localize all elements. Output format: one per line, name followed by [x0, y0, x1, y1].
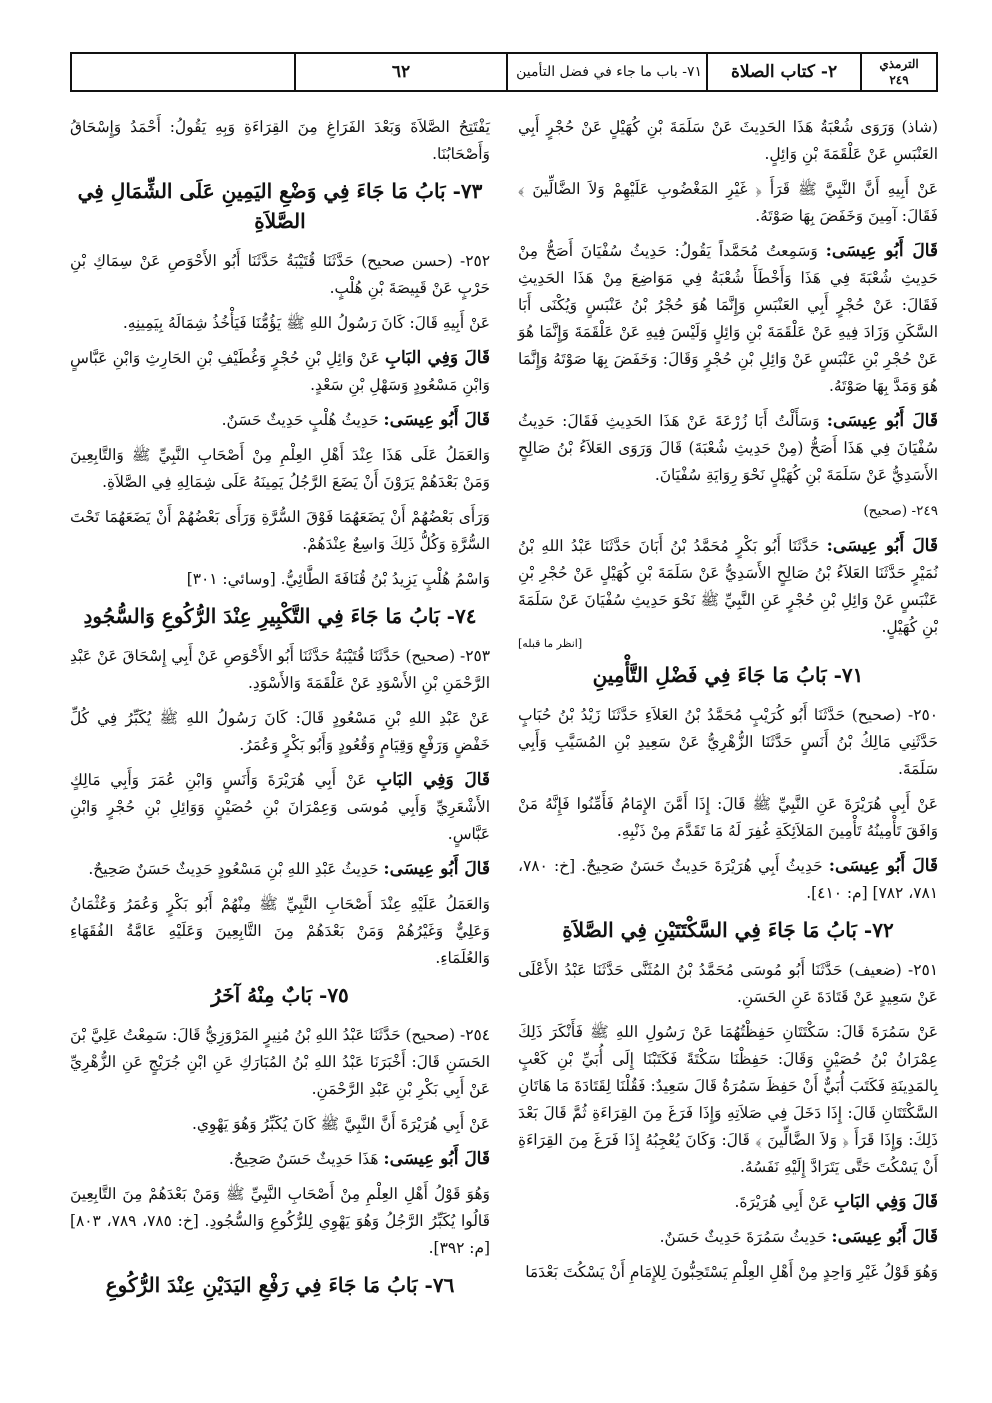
paragraph: عَنْ عَبْدِ اللهِ بْنِ مَسْعُودٍ قَالَ: كَانَ رَسُولُ اللهِ ﷺ يُكَبِّرُ فِي كُلِّ خَفْضٍ وَرَفْعٍ وَقِيَامٍ وَقُعُودٍ وَأَبُو بَكْرٍ وَعُمَرُ. — [70, 709, 490, 754]
paragraph — [70, 1146, 490, 1173]
paragraph-lead: قَالَ أَبُو عِيسَى: — [383, 859, 490, 879]
paragraph-body: وَسَمِعتُ مُحَمَّداً يَقُولُ: حَدِيثُ سُفْيَانَ أَصَحُّ مِنْ حَدِيثِ شُعْبَةَ فِي هَذَا وَأَخْطَأَ شُعْبَةُ فِي مَوَاضِعَ مِنْ هَذَا الحَدِيثِ فَقَالَ: عَنْ حُجْرٍ أَبِي العَنْبَسِ وَإِنَّمَا هُوَ حُجْرُ بْنُ عَنْبَسٍ وَيُكْنَى أَبَا السَّكَنِ وَزَادَ فِيهِ عَنْ عَلْقَمَةَ بْنِ وَائِلٍ وَلَيْسَ فِيهِ عَنْ عَلْقَمَةَ وَإِنَّمَا هُوَ عَنْ حُجْرِ بْنِ عَنْبَسٍ عَنْ وَائِلِ بْنِ حُجْرٍ وَقَالَ: وَخَفَضَ بِهَا صَوْتَهُ وَإِنَّمَا هُوَ وَمَدَّ بِهَا صَوْتَهُ. — [518, 242, 938, 395]
paragraph — [518, 1189, 938, 1216]
page — [70, 52, 938, 1372]
paragraph-body: حَدَّثَنَا أَبُو بَكْرٍ مُحَمَّدُ بْنُ أَبَانَ حَدَّثَنَا عَبْدُ اللهِ بْنُ نُمَيْرٍ حَدَّثَنَا العَلاَءُ بْنُ صَالِحٍ الأَسَدِيُّ عَنْ سَلَمَةَ بْنِ كُهَيْلٍ عَنْ حُجْرِ بْنِ عَنْبَسٍ عَنْ وَائِلِ بْنِ حُجْرٍ عَنِ النَّبِيِّ ﷺ نَحْوَ حَدِيثِ سُفْيَانَ عَنْ سَلَمَةَ بْنِ كُهَيْلٍ. — [518, 537, 938, 636]
paragraph-lead: قَالَ أَبُو عِيسَى: — [825, 241, 939, 261]
paragraph — [70, 767, 490, 848]
paragraph-lead: قَالَ أَبُو عِيسَى: — [383, 1149, 490, 1169]
paragraph-lead: قَالَ وَفِي البَابِ — [385, 348, 490, 368]
paragraph-body: حَدِيثُ سَمُرَةَ حَدِيثٌ حَسَنٌ. — [659, 1228, 832, 1246]
paragraph: وَاسْمُ هُلْبٍ يَزِيدُ بْنُ قُنَافَةَ الطَّائِيُّ. [وسائي: ٣٠١] — [186, 570, 490, 588]
paragraph: وَرَأَى بَعْضُهُمْ أَنْ يَضَعَهُمَا فَوْقَ السُّرَّةِ وَرَأَى بَعْضُهُمْ أَنْ يَضَعَهُمَا تَحْتَ السُّرَّةِ وَكُلُّ ذَلِكَ وَاسِعٌ عِنْدَهُمْ. — [70, 508, 490, 553]
page-number: ٦٢ — [294, 54, 506, 90]
chapter-heading: ٧٢- بَابُ مَا جَاءَ فِي السَّكْتَتَيْنِ فِي الصَّلاَةِ — [562, 918, 894, 942]
paragraph: وَهُوَ قَوْلُ غَيْرِ وَاحِدٍ مِنْ أَهْلِ العِلْمِ يَسْتَحِبُّونَ لِلإِمَامِ أَنْ يَسْكُتَ بَعْدَمَا — [525, 1263, 938, 1281]
paragraph-body: وَسَأَلْتُ أَبَا زُرْعَةَ عَنْ هَذَا الحَدِيثِ فَقَالَ: حَدِيثُ سُفْيَانَ فِي هَذَا أَصَحُّ (مِنْ حَدِيثِ شُعْبَةَ) قَالَ وَرَوَى العَلاَءُ بْنُ صَالِحٍ الأَسَدِيُّ عَنْ سَلَمَةَ بْنِ كُهَيْلٍ نَحْوَ رِوَايَةِ سُفْيَانَ. — [518, 412, 938, 484]
paragraph-lead: قَالَ وَفِي البَابِ — [376, 770, 491, 790]
paragraph — [518, 533, 938, 641]
paragraph-lead: قَالَ وَفِي البَابِ — [833, 1192, 938, 1212]
paragraph: عَنْ أَبِي هُرَيْرَةَ عَنِ النَّبِيِّ ﷺ قَالَ: إِذَا أَمَّنَ الإِمَامُ فَأَمِّنُوا فَإِنَّهُ مَنْ وَافَقَ تَأْمِينُهُ تَأْمِينَ المَلاَئِكَةِ غُفِرَ لَهُ مَا تَقَدَّمَ مِنْ ذَنْبِهِ. — [518, 795, 938, 840]
paragraph-lead: قَالَ أَبُو عِيسَى: — [826, 411, 938, 431]
paragraph: عَنْ سَمُرَةَ قَالَ: سَكْتَتَانِ حَفِظْتُهُمَا عَنْ رَسُولِ اللهِ ﷺ فَأَنْكَرَ ذَلِكَ عِمْرَانُ بْنُ حُصَيْنٍ وَقَالَ: حَفِظْنَا سَكْتَةً فَكَتَبْنَا إِلَى أُبَيِّ بْنِ كَعْبٍ بِالمَدِينَةِ فَكَتَبَ أُبَيٌّ أَنْ حَفِظَ سَمُرَةُ قَالَ سَعِيدٌ: فَقُلْنَا لِقَتَادَةَ مَا هَاتَانِ السَّكْتَتَانِ قَالَ: إِذَا دَخَلَ فِي صَلاَتِهِ وَإِذَا فَرَغَ مِنَ القِرَاءَةِ ثُمَّ قَالَ بَعْدَ ذَلِكَ: وَإِذَا قَرَأَ ﴿ وَلاَ الضَّالِّينَ ﴾ قَالَ: وَكَانَ يُعْجِبُهُ إِذَا فَرَغَ مِنَ القِرَاءَةِ أَنْ يَسْكُتَ حَتَّى يَتَرَادَّ إِلَيْهِ نَفَسُهُ. — [518, 1023, 938, 1176]
paragraph: وَهُوَ قَوْلُ أَهْلِ العِلْمِ مِنْ أَصْحَابِ النَّبِيِّ ﷺ وَمَنْ بَعْدَهُمْ مِنَ التَّابِعِينَ قَالُوا يُكَبِّرُ الرَّجُلُ وَهُوَ يَهْوِي لِلرُّكُوعِ وَالسُّجُودِ. [خ: ٧٨٥، ٧٨٩، ٨٠٣] [م: ٣٩٢]. — [70, 1185, 490, 1257]
chapter-heading: ٧١- بَابُ مَا جَاءَ فِي فَضْلِ التَّأْمِينِ — [592, 663, 864, 687]
paragraph-lead: قَالَ أَبُو عِيسَى: — [826, 536, 938, 556]
paragraph: عَنْ أَبِيهِ قَالَ: كَانَ رَسُولُ اللهِ ﷺ يَؤُمُّنَا فَيَأْخُذُ شِمَالَهُ بِيَمِينِهِ. — [122, 314, 490, 332]
bab-title: ٧١- باب ما جاء في فضل التأمين — [506, 54, 706, 90]
source-number: ٢٤٩ — [889, 73, 909, 87]
source-name: الترمذي — [879, 57, 919, 71]
paragraph — [518, 853, 938, 907]
paragraph — [70, 345, 490, 399]
source-cell — [860, 54, 936, 90]
paragraph-body: حَدِيثُ أَبِي هُرَيْرَةَ حَدِيثٌ حَسَنٌ صَحِيحٌ. [خ: ٧٨٠، ٧٨١، ٧٨٢] [م: ٤١٠]. — [518, 857, 938, 902]
paragraph: ٢٥٢- (حسن صحيح) حَدَّثَنَا قُتَيْبَةُ حَدَّثَنَا أَبُو الأَحْوَصِ عَنْ سِمَاكِ بْنِ حَرْبٍ عَنْ قَبِيصَةَ بْنِ هُلْبٍ. — [70, 252, 490, 297]
paragraph — [518, 408, 938, 489]
reference-note: [انظر ما قبله] — [518, 637, 583, 650]
paragraph-body: حَدِيثُ عَبْدِ اللهِ بْنِ مَسْعُودٍ حَدِيثٌ حَسَنٌ صَحِيحٌ. — [88, 860, 384, 878]
paragraph — [70, 407, 490, 434]
left-column — [70, 114, 490, 1312]
chapter-heading: ٧٥- بَابٌ مِنْهُ آخَرُ — [211, 983, 349, 1007]
paragraph: وَالعَمَلُ عَلَيْهِ عِنْدَ أَصْحَابِ النَّبِيِّ ﷺ مِنْهُمْ أَبُو بَكْرٍ وَعُمَرُ وَعُثْمَانُ وَعَلِيٌّ وَغَيْرُهُمْ وَمَنْ بَعْدَهُمْ مِنَ التَّابِعِينَ وَعَلَيْهِ عَامَّةُ الفُقَهَاءِ وَالعُلَمَاءِ. — [70, 895, 490, 967]
paragraph — [518, 238, 938, 400]
paragraph-body: عَنْ وَائِلِ بْنِ حُجْرٍ وَغُطَيْفِ بْنِ الحَارِثِ وَابْنِ عَبَّاسٍ وَابْنِ مَسْعُودٍ وَسَهْلِ بْنِ سَعْدٍ. — [70, 349, 490, 394]
paragraph: ٢٥١- (ضعيف) حَدَّثَنَا أَبُو مُوسَى مُحَمَّدُ بْنُ المُثَنَّى حَدَّثَنَا عَبْدُ الأَعْلَى عَنْ سَعِيدٍ عَنْ قَتَادَةَ عَنِ الحَسَنِ. — [518, 961, 938, 1006]
paragraph-lead: قَالَ أَبُو عِيسَى: — [828, 856, 938, 876]
paragraph — [70, 856, 490, 883]
hadith-number: ٢٤٩- (صحيح) — [863, 503, 938, 519]
paragraph: ٢٥٤- (صحيح) حَدَّثَنَا عَبْدُ اللهِ بْنُ مُنِيرٍ المَرْوَزِيُّ قَالَ: سَمِعْتُ عَلِيَّ بْنَ الحَسَنِ قَالَ: أَخْبَرَنَا عَبْدُ اللهِ بْنُ المُبَارَكِ عَنِ ابْنِ جُرَيْجٍ عَنِ الزُّهْرِيِّ عَنْ أَبِي بَكْرِ بْنِ عَبْدِ الرَّحْمَنِ. — [70, 1026, 490, 1098]
paragraph: يَفْتَتِحُ الصَّلاَةَ وَبَعْدَ الفَرَاغِ مِنَ القِرَاءَةِ وَبِهِ يَقُولُ: أَحْمَدُ وَإِسْحَاقُ وَأَصْحَابُنَا. — [70, 118, 490, 163]
right-column — [518, 114, 938, 1294]
paragraph-lead: قَالَ أَبُو عِيسَى: — [831, 1227, 938, 1247]
paragraph: ٢٥٠- (صحيح) حَدَّثَنَا أَبُو كُرَيْبٍ مُحَمَّدُ بْنُ العَلاَءِ حَدَّثَنَا زَيْدُ بْنُ حُبَابٍ حَدَّثَنِي مَالِكُ بْنُ أَنَسٍ حَدَّثَنَا الزُّهْرِيُّ عَنْ سَعِيدِ بْنِ المُسَيَّبِ وَأَبِي سَلَمَةَ. — [518, 706, 938, 778]
kitab-title: ٢- كتاب الصلاة — [706, 54, 860, 90]
paragraph: عَنْ أَبِي هُرَيْرَةَ أَنَّ النَّبِيَّ ﷺ كَانَ يُكَبِّرُ وَهُوَ يَهْوِي. — [191, 1115, 490, 1133]
paragraph-lead: قَالَ أَبُو عِيسَى: — [383, 410, 490, 430]
paragraph-body: حَدِيثُ هُلْبٍ حَدِيثٌ حَسَنٌ. — [221, 411, 384, 429]
paragraph — [518, 1224, 938, 1251]
chapter-heading: ٧٤- بَابُ مَا جَاءَ فِي التَّكْبِيرِ عِنْدَ الرُّكُوعِ وَالسُّجُودِ — [83, 604, 477, 628]
chapter-heading: ٧٣- بَابُ مَا جَاءَ فِي وَضْعِ اليَمِينِ عَلَى الشِّمَالِ فِي الصَّلاَةِ — [77, 179, 483, 233]
chapter-heading: ٧٦- بَابُ مَا جَاءَ فِي رَفْعِ اليَدَيْنِ عِنْدَ الرُّكُوعِ — [105, 1273, 455, 1297]
paragraph: ٢٥٣- (صحيح) حَدَّثَنَا قُتَيْبَةُ حَدَّثَنَا أَبُو الأَحْوَصِ عَنْ أَبِي إِسْحَاقَ عَنْ عَبْدِ الرَّحْمَنِ بْنِ الأَسْوَدِ عَنْ عَلْقَمَةَ وَالأَسْوَدِ. — [70, 647, 490, 692]
paragraph: وَالعَمَلُ عَلَى هَذَا عِنْدَ أَهْلِ العِلْمِ مِنْ أَصْحَابِ النَّبِيِّ ﷺ وَالتَّابِعِينَ وَمَنْ بَعْدَهُمْ يَرَوْنَ أَنْ يَضَعَ الرَّجُلُ يَمِينَهُ عَلَى شِمَالِهِ فِي الصَّلاَةِ. — [70, 446, 490, 491]
page-header — [70, 52, 938, 92]
header-blank-cell — [72, 54, 294, 90]
paragraph: عَنْ أَبِيهِ أَنَّ النَّبِيَّ ﷺ قَرَأَ ﴿ غَيْرِ المَغْضُوبِ عَلَيْهِمْ وَلاَ الضَّالِّينَ ﴾ فَقَالَ: آمِينَ وَخَفَضَ بِهَا صَوْتَهُ. — [518, 180, 938, 225]
paragraph-body: هَذَا حَدِيثٌ حَسَنٌ صَحِيحٌ. — [228, 1150, 384, 1168]
paragraph: (شاذ) وَرَوَى شُعْبَةُ هَذَا الحَدِيثَ عَنْ سَلَمَةَ بْنِ كُهَيْلٍ عَنْ حُجْرٍ أَبِي العَنْبَسِ عَنْ عَلْقَمَةَ بْنِ وَائِلٍ. — [518, 118, 938, 163]
paragraph-body: عَنْ أَبِي هُرَيْرَةَ. — [734, 1193, 834, 1211]
paragraph-body: عَنْ أَبِي هُرَيْرَةَ وَأَنَسٍ وَابْنِ عُمَرَ وَأَبِي مَالِكٍ الأَشْعَرِيِّ وَأَبِي مُوسَى وَعِمْرَانَ بْنِ حُصَيْنٍ وَوَائِلِ بْنِ حُجْرٍ وَابْنِ عَبَّاسٍ. — [70, 771, 490, 843]
